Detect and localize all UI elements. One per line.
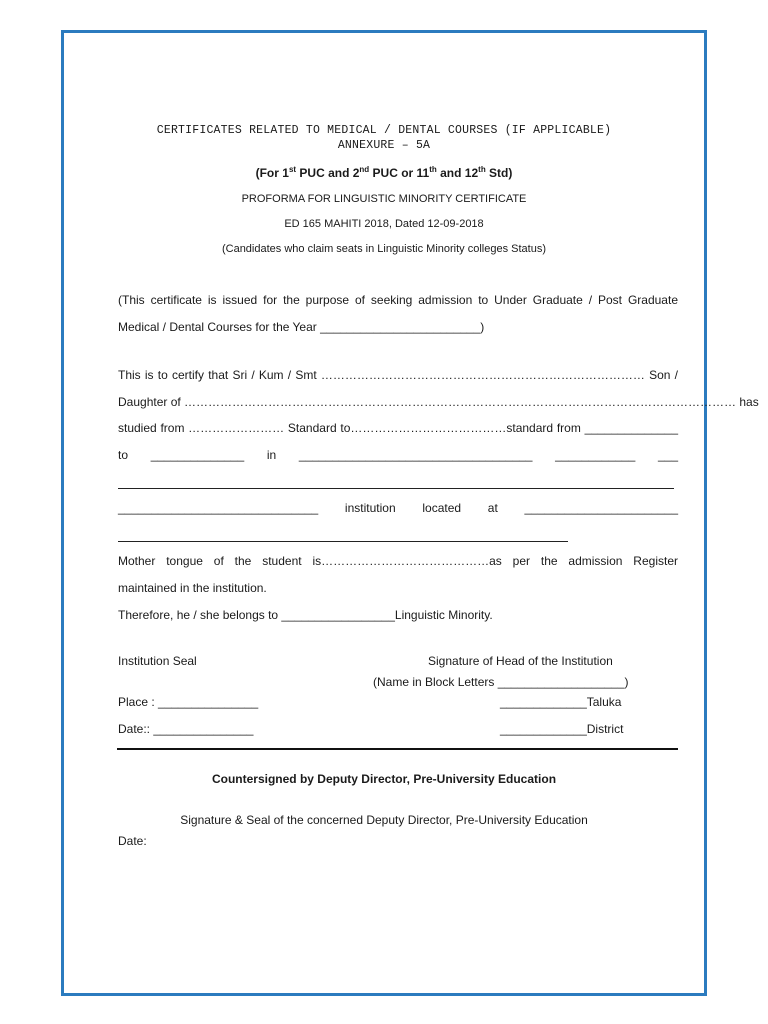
certificates-heading: CERTIFICATES RELATED TO MEDICAL / DENTAL COURSES (IF APPLICABLE) [156, 124, 612, 137]
mother-tongue-line-2: maintained in the institution. [118, 581, 267, 595]
head-signature-label: Signature of Head of the Institution [428, 654, 613, 668]
puc-line: (For 1st PUC and 2nd PUC or 11th and 12th Std) [255, 165, 513, 180]
countersign-date: Date: [118, 834, 147, 848]
section-divider [117, 748, 678, 750]
purpose-line-1: (This certificate is issued for the purpose of seeking admission to Under Graduate / Post Graduate [118, 293, 678, 307]
certify-line-2: Daughter of ………………………………………………………………………………………………………………………… has [118, 395, 759, 409]
date-field: Date:: _______________ [118, 722, 254, 736]
blank-line [118, 488, 674, 489]
institution-seal-label: Institution Seal [118, 654, 197, 668]
deputy-director-seal: Signature & Seal of the concerned Deputy Director, Pre-University Education [180, 813, 588, 827]
minority-line: Therefore, he / she belongs to _________________Linguistic Minority. [118, 608, 493, 622]
place-field: Place : _______________ [118, 695, 259, 709]
block-letters-label: (Name in Block Letters ___________________) [373, 675, 629, 689]
countersign-title: Countersigned by Deputy Director, Pre-University Education [211, 772, 557, 786]
annexure-label: ANNEXURE – 5A [337, 139, 431, 152]
proforma-title: PROFORMA FOR LINGUISTIC MINORITY CERTIFICATE [241, 193, 527, 205]
mother-tongue-line-1: Mother tongue of the student is……………………………………as per the admission Register [118, 554, 678, 568]
taluka-field: _____________Taluka [500, 695, 622, 709]
district-field: _____________District [500, 722, 624, 736]
order-reference: ED 165 MAHITI 2018, Dated 12-09-2018 [284, 218, 484, 230]
certify-line-5: ______________________________ institution located at _______________________ [118, 501, 678, 515]
certify-line-1: This is to certify that Sri / Kum / Smt ……………………………………………………………………… Son / [118, 368, 678, 382]
blank-line [118, 541, 568, 542]
certify-line-4: to ______________ in ___________________________________ ____________ ___ [118, 448, 678, 462]
candidates-note: (Candidates who claim seats in Linguistic Minority colleges Status) [221, 243, 547, 255]
purpose-line-2: Medical / Dental Courses for the Year ________________________) [118, 320, 485, 334]
certify-line-3: studied from …………………… Standard to…………………………………standard from ______________ [118, 421, 678, 435]
